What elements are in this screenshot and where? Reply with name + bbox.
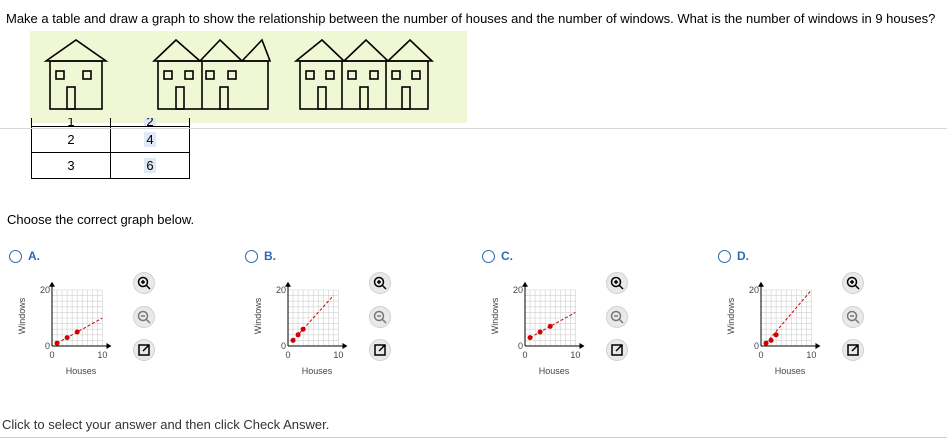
- option-graph: [718, 270, 838, 380]
- table-cell-windows[interactable]: 6: [111, 153, 190, 179]
- x-axis-label: Houses: [538, 366, 570, 376]
- y-tick-label: 20: [748, 285, 759, 295]
- y-tick-label: 20: [39, 285, 50, 295]
- table-cell-houses: 3: [32, 153, 111, 179]
- graph-grid: [761, 290, 811, 346]
- expand-icon: [370, 340, 390, 360]
- data-point: [75, 330, 80, 335]
- x-axis-arrow: [106, 343, 111, 349]
- expand-button[interactable]: [369, 339, 391, 361]
- trend-line: [530, 312, 575, 337]
- table-cell-houses: 2: [32, 127, 111, 153]
- data-point: [538, 330, 543, 335]
- zoom-in-icon: [370, 273, 390, 293]
- x-axis-arrow: [342, 343, 347, 349]
- zoom-out-button[interactable]: [369, 306, 391, 328]
- zoom-in-button[interactable]: [606, 272, 628, 294]
- x-tick-label: 0: [522, 350, 528, 360]
- x-axis-arrow: [579, 343, 584, 349]
- x-axis-label: Houses: [65, 366, 97, 376]
- x-tick-label: 0: [49, 350, 55, 360]
- answer-option-b[interactable]: [245, 250, 425, 380]
- y-tick-label: 0: [753, 341, 759, 351]
- expand-button[interactable]: [842, 339, 864, 361]
- y-tick-label: 20: [512, 285, 523, 295]
- question-text: Make a table and draw a graph to show the relationship between the number of houses and the number of windows. What is the number of windows in 9 houses?: [6, 11, 936, 26]
- answer-option-a[interactable]: [9, 250, 189, 380]
- graph-axes: [52, 286, 107, 346]
- y-axis-label: Windows: [253, 297, 263, 335]
- answer-option-c[interactable]: [482, 250, 662, 380]
- y-tick-label: 0: [517, 341, 523, 351]
- zoom-out-button[interactable]: [842, 306, 864, 328]
- answer-option-d[interactable]: [718, 250, 898, 380]
- data-point: [774, 332, 779, 337]
- data-point: [769, 338, 774, 343]
- zoom-out-icon: [370, 307, 390, 327]
- option-radio[interactable]: [9, 250, 22, 263]
- option-label[interactable]: D.: [737, 249, 749, 263]
- zoom-out-button[interactable]: [133, 306, 155, 328]
- x-axis-label: Houses: [301, 366, 333, 376]
- zoom-out-icon: [607, 307, 627, 327]
- zoom-in-button[interactable]: [842, 272, 864, 294]
- zoom-out-icon: [843, 307, 863, 327]
- x-tick-label: 0: [285, 350, 291, 360]
- zoom-in-icon: [134, 273, 154, 293]
- zoom-in-icon: [843, 273, 863, 293]
- y-axis-label: Windows: [17, 297, 27, 335]
- table-row: [32, 118, 190, 127]
- x-tick-label: 10: [570, 350, 581, 360]
- graph-axes: [288, 286, 343, 346]
- trend-line: [57, 318, 102, 343]
- y-tick-label: 0: [280, 341, 286, 351]
- zoom-out-icon: [134, 307, 154, 327]
- data-point: [528, 335, 533, 340]
- data-point: [301, 327, 306, 332]
- expand-icon: [607, 340, 627, 360]
- expand-icon: [843, 340, 863, 360]
- y-tick-label: 20: [275, 285, 286, 295]
- x-tick-label: 10: [333, 350, 344, 360]
- expand-icon: [134, 340, 154, 360]
- option-radio[interactable]: [718, 250, 731, 263]
- data-point: [548, 324, 553, 329]
- zoom-in-icon: [607, 273, 627, 293]
- option-graph: [245, 270, 365, 380]
- houses-illustration: [30, 31, 467, 123]
- data-point: [291, 338, 296, 343]
- footer-divider: [0, 437, 947, 438]
- expand-button[interactable]: [606, 339, 628, 361]
- data-point: [55, 341, 60, 346]
- footer-instruction: Click to select your answer and then click Check Answer.: [2, 417, 330, 432]
- x-axis-label: Houses: [774, 366, 806, 376]
- option-graph: [9, 270, 129, 380]
- option-radio[interactable]: [482, 250, 495, 263]
- y-axis-label: Windows: [490, 297, 500, 335]
- graph-grid: [525, 290, 575, 346]
- graph-axes: [525, 286, 580, 346]
- x-tick-label: 0: [758, 350, 764, 360]
- graph-grid: [52, 290, 102, 346]
- option-label[interactable]: A.: [28, 249, 40, 263]
- y-tick-label: 0: [44, 341, 50, 351]
- zoom-in-button[interactable]: [133, 272, 155, 294]
- table-row: [32, 153, 190, 179]
- zoom-in-button[interactable]: [369, 272, 391, 294]
- table-cell-houses: 1: [32, 118, 111, 127]
- zoom-out-button[interactable]: [606, 306, 628, 328]
- table-row: [32, 127, 190, 153]
- option-graph: [482, 270, 602, 380]
- scroll-divider: [0, 128, 947, 129]
- x-axis-arrow: [815, 343, 820, 349]
- table-cell-windows[interactable]: 4: [111, 127, 190, 153]
- trend-line: [766, 290, 811, 343]
- expand-button[interactable]: [133, 339, 155, 361]
- table-cell-windows[interactable]: 2: [111, 118, 190, 127]
- option-label[interactable]: B.: [264, 249, 276, 263]
- data-point: [296, 332, 301, 337]
- x-tick-label: 10: [97, 350, 108, 360]
- data-point: [65, 335, 70, 340]
- y-axis-label: Windows: [726, 297, 736, 335]
- data-point: [764, 341, 769, 346]
- option-radio[interactable]: [245, 250, 258, 263]
- x-tick-label: 10: [806, 350, 817, 360]
- choose-prompt: Choose the correct graph below.: [7, 212, 195, 227]
- option-label[interactable]: C.: [501, 249, 513, 263]
